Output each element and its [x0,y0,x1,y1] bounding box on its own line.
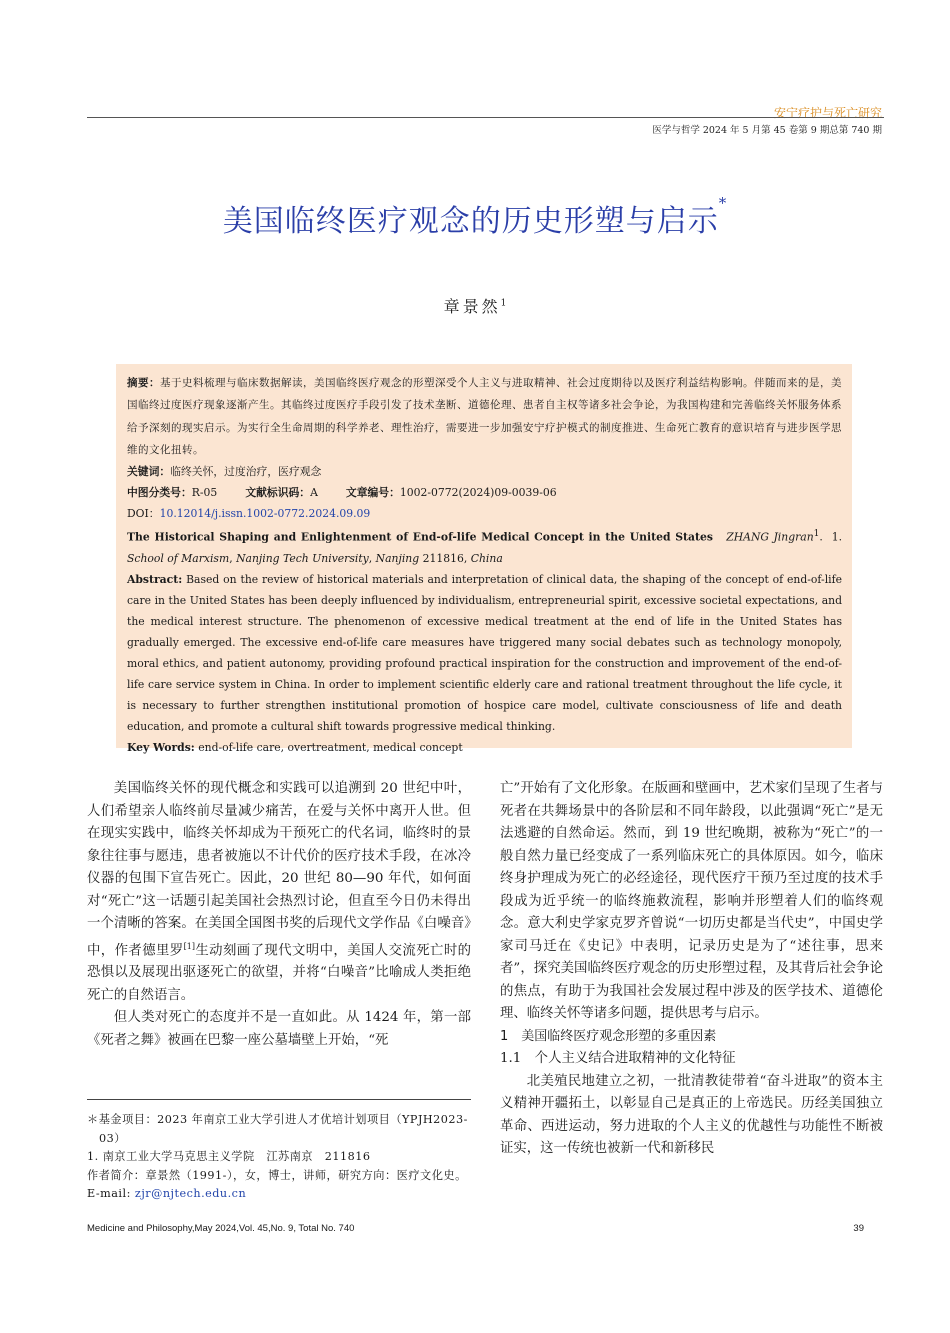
header-rule [87,117,884,118]
paragraph-text: 生动刻画了现代文明中，美国人交流死亡时的恐惧以及展现出驱逐死亡的欲望，并将“白噪音”比喻成人类拒绝死亡的自然语言。 [87,942,472,1003]
body-column-left [87,778,471,1052]
author-bio-text: 作者简介：章景然（1991-），女，博士，讲师，研究方向：医疗文化史。E-mail: [87,1168,467,1201]
author-name: 章景然 [443,297,501,316]
abstract-cn-text: 基于史料梳理与临床数据解读，美国临终医疗观念的形塑深受个人主义与进取精神、社会过度期待以及医疗利益结构影响。伴随而来的是，美国临终过度医疗现象逐渐产生。其临终过度医疗手段引发了技术垄断、道德伦理、患者自主权等诸多社会争论，为我国构建和完善临终关怀服务体系给予深刻的现实启示。为实行全生命周期的科学养老、理性治疗，需要进一步加强安宁疗护模式的制度推进、生命死亡教育的意识培育与进步医学思维的文化扭转。 [127,377,842,456]
clc-label: 中图分类号： [127,486,192,500]
english-title: The Historical Shaping and Enlightenment of End-of-life Medical Concept in the United States [127,530,713,544]
classification-line [127,482,842,503]
affiliation-country: China [470,551,503,565]
section-heading: 1 美国临终医疗观念形塑的多重因素 [500,1028,717,1044]
abstract-cn [127,372,842,461]
body-paragraph: 亡”开始有了文化形象。在版画和壁画中，艺术家们呈现了生者与死者在共舞场景中的各阶层和不同年龄段，以此强调“死亡”是无法逃避的自然命运。然而，到 19 世纪晚期，被称为“死亡”的一般自然力量已经变成了一系列临床死亡的具体原因。如今，临床终身护理成为死亡的必经途径，现代医疗干预乃至过度的技术手段成为近乎统一的临终施救流程，影响并形塑着人们的临终观念。意大利史学家克罗齐曾说“一切历史都是当代史”，中国史学家司马迁在《史记》中表明，记录历史是为了“述往事，思来者”，探究美国临终医疗观念的历史形塑过程，及其背后社会争论的焦点，有助于为我国社会发展过程中涉及的医学技术、道德伦理、临终关怀等诸多问题，提供思考与启示。 [500,781,883,1021]
section-header: 安宁疗护与死亡研究 [773,106,882,120]
article-no-label: 文章编号： [345,486,400,500]
author-sup: 1 [500,298,507,309]
abstract-en-label: Abstract: [127,572,183,586]
affiliation-postcode: 211816 [422,551,464,565]
english-title-line: The Historical Shaping and Enlightenment of End-of-life Medical Concept in the United States ZHANG Jingran$^1$. 1. School of Marxism, Nanjing Tech University, Nanjing 211816, China [127,529,843,565]
affiliation-city: Nanjing [375,551,420,565]
keywords-cn-text: 临终关怀，过度治疗，医疗观念 [170,465,322,479]
fund-note: ＊基金项目：2023 年南京工业大学引进人才优培计划项目（YPJH2023-03） [87,1113,468,1145]
body-paragraph: 北美殖民地建立之初，一批清教徒带着“奋斗进取”的资本主义精神开疆拓土，以彰显自己是真正的上帝选民。历经美国独立革命、西进运动，努力进取的个人主义的优越性与功能性不断被证实，这一传统也被新一代和新移民 [500,1073,883,1156]
keywords-en [127,737,842,758]
article-no-value: 1002-0772(2024)09-0039-06 [399,486,557,500]
abstract-en-text: Based on the review of historical materials and interpretation of clinical data, the shaping of the concept of end-of-life care in the United States has been deeply influenced by individualism, entrepreneurial spirit, excessive societal expectations, and the medical interest structure. The phenomenon of excessive medical treatment at the end of life in the United States has gradually emerged. The excessive end-of-life care measures have triggered many social debates such as technology monopoly, moral ethics, and patient autonomy, providing profound practical inspiration for the construction and improvement of the end-of-life care service system in China. In order to implement scientific elderly care and rational treatment throughout the life cycle, it is necessary to further strengthen institutional promotion of hospice care model, cultivate consciousness of life and death education, and promote a cultural shift towards progressive medical thinking. [127,572,842,733]
title-text: 美国临终医疗观念的历史形塑与启示 [222,204,719,239]
doi-line [127,503,842,524]
footnote-rule [87,1099,471,1100]
doc-code-label: 文献标识码： [245,486,311,500]
author-line [0,294,950,317]
keywords-cn-label: 关键词： [127,465,171,479]
email-link[interactable]: zjr@njtech.edu.cn [134,1187,247,1201]
page-number: 39 [853,1223,864,1234]
doi-link[interactable]: 10.12014/j.issn.1002-0772.2024.09.09 [159,507,371,521]
citation-ref[interactable]: [1] [183,941,195,951]
affiliation-number: 1. [831,530,843,544]
clc-value: R-05 [191,486,218,500]
footer-journal: Medicine and Philosophy,May 2024,Vol. 45,No. 9, Total No. 740 [87,1223,355,1234]
affiliation-school: School of Marxism [127,551,230,565]
footnotes [87,1111,471,1204]
affiliation-note: 1. 南京工业大学马克思主义学院 江苏南京 211816 [87,1150,371,1164]
english-author: ZHANG Jingran [726,530,814,544]
keywords-en-text: end-of-life care, overtreatment, medical concept [198,740,463,754]
abstract-cn-label: 摘要： [127,377,160,389]
keywords-en-label: Key Words: [127,740,195,754]
body-column-right [500,778,883,1161]
doc-code-value: A [310,486,318,500]
journal-info: 医学与哲学 2024 年 5 月第 45 卷第 9 期总第 740 期 [652,125,882,136]
doi-label: DOI： [127,507,160,521]
abstract-en [127,569,842,737]
title-footnote-mark: * [718,194,728,212]
body-paragraph [87,778,471,1007]
subsection-heading: 1.1 个人主义结合进取精神的文化特征 [500,1051,736,1066]
body-paragraph: 但人类对死亡的态度并不是一直如此。从 1424 年，第一部《死者之舞》被画在巴黎一座公墓墙壁上开始，“死 [87,1010,471,1048]
paragraph-text: 美国临终关怀的现代概念和实践可以追溯到 20 世纪中叶，人们希望亲人临终前尽量减少痛苦，在爱与关怀中离开人世。但在现实实践中，临终关怀却成为干预死亡的代名词，临终时的景象往往事与愿违，患者被施以不计代价的医疗技术手段，在冰冷仪器的包围下宣告死亡。因此，20 世纪 80—90 年代，如何面对“死亡”这一话题引起美国社会热烈讨论，但直至今日仍未得出一个清晰的答案。在美国全国图书奖的后现代文学作品《白噪音》中，作者德里罗 [87,781,471,958]
keywords-cn [127,461,842,482]
affiliation-univ: Nanjing Tech University [236,551,369,565]
english-author-sup: 1 [813,529,820,540]
abstract-box [116,364,852,754]
author-bio [87,1167,471,1204]
article-title [0,196,950,240]
